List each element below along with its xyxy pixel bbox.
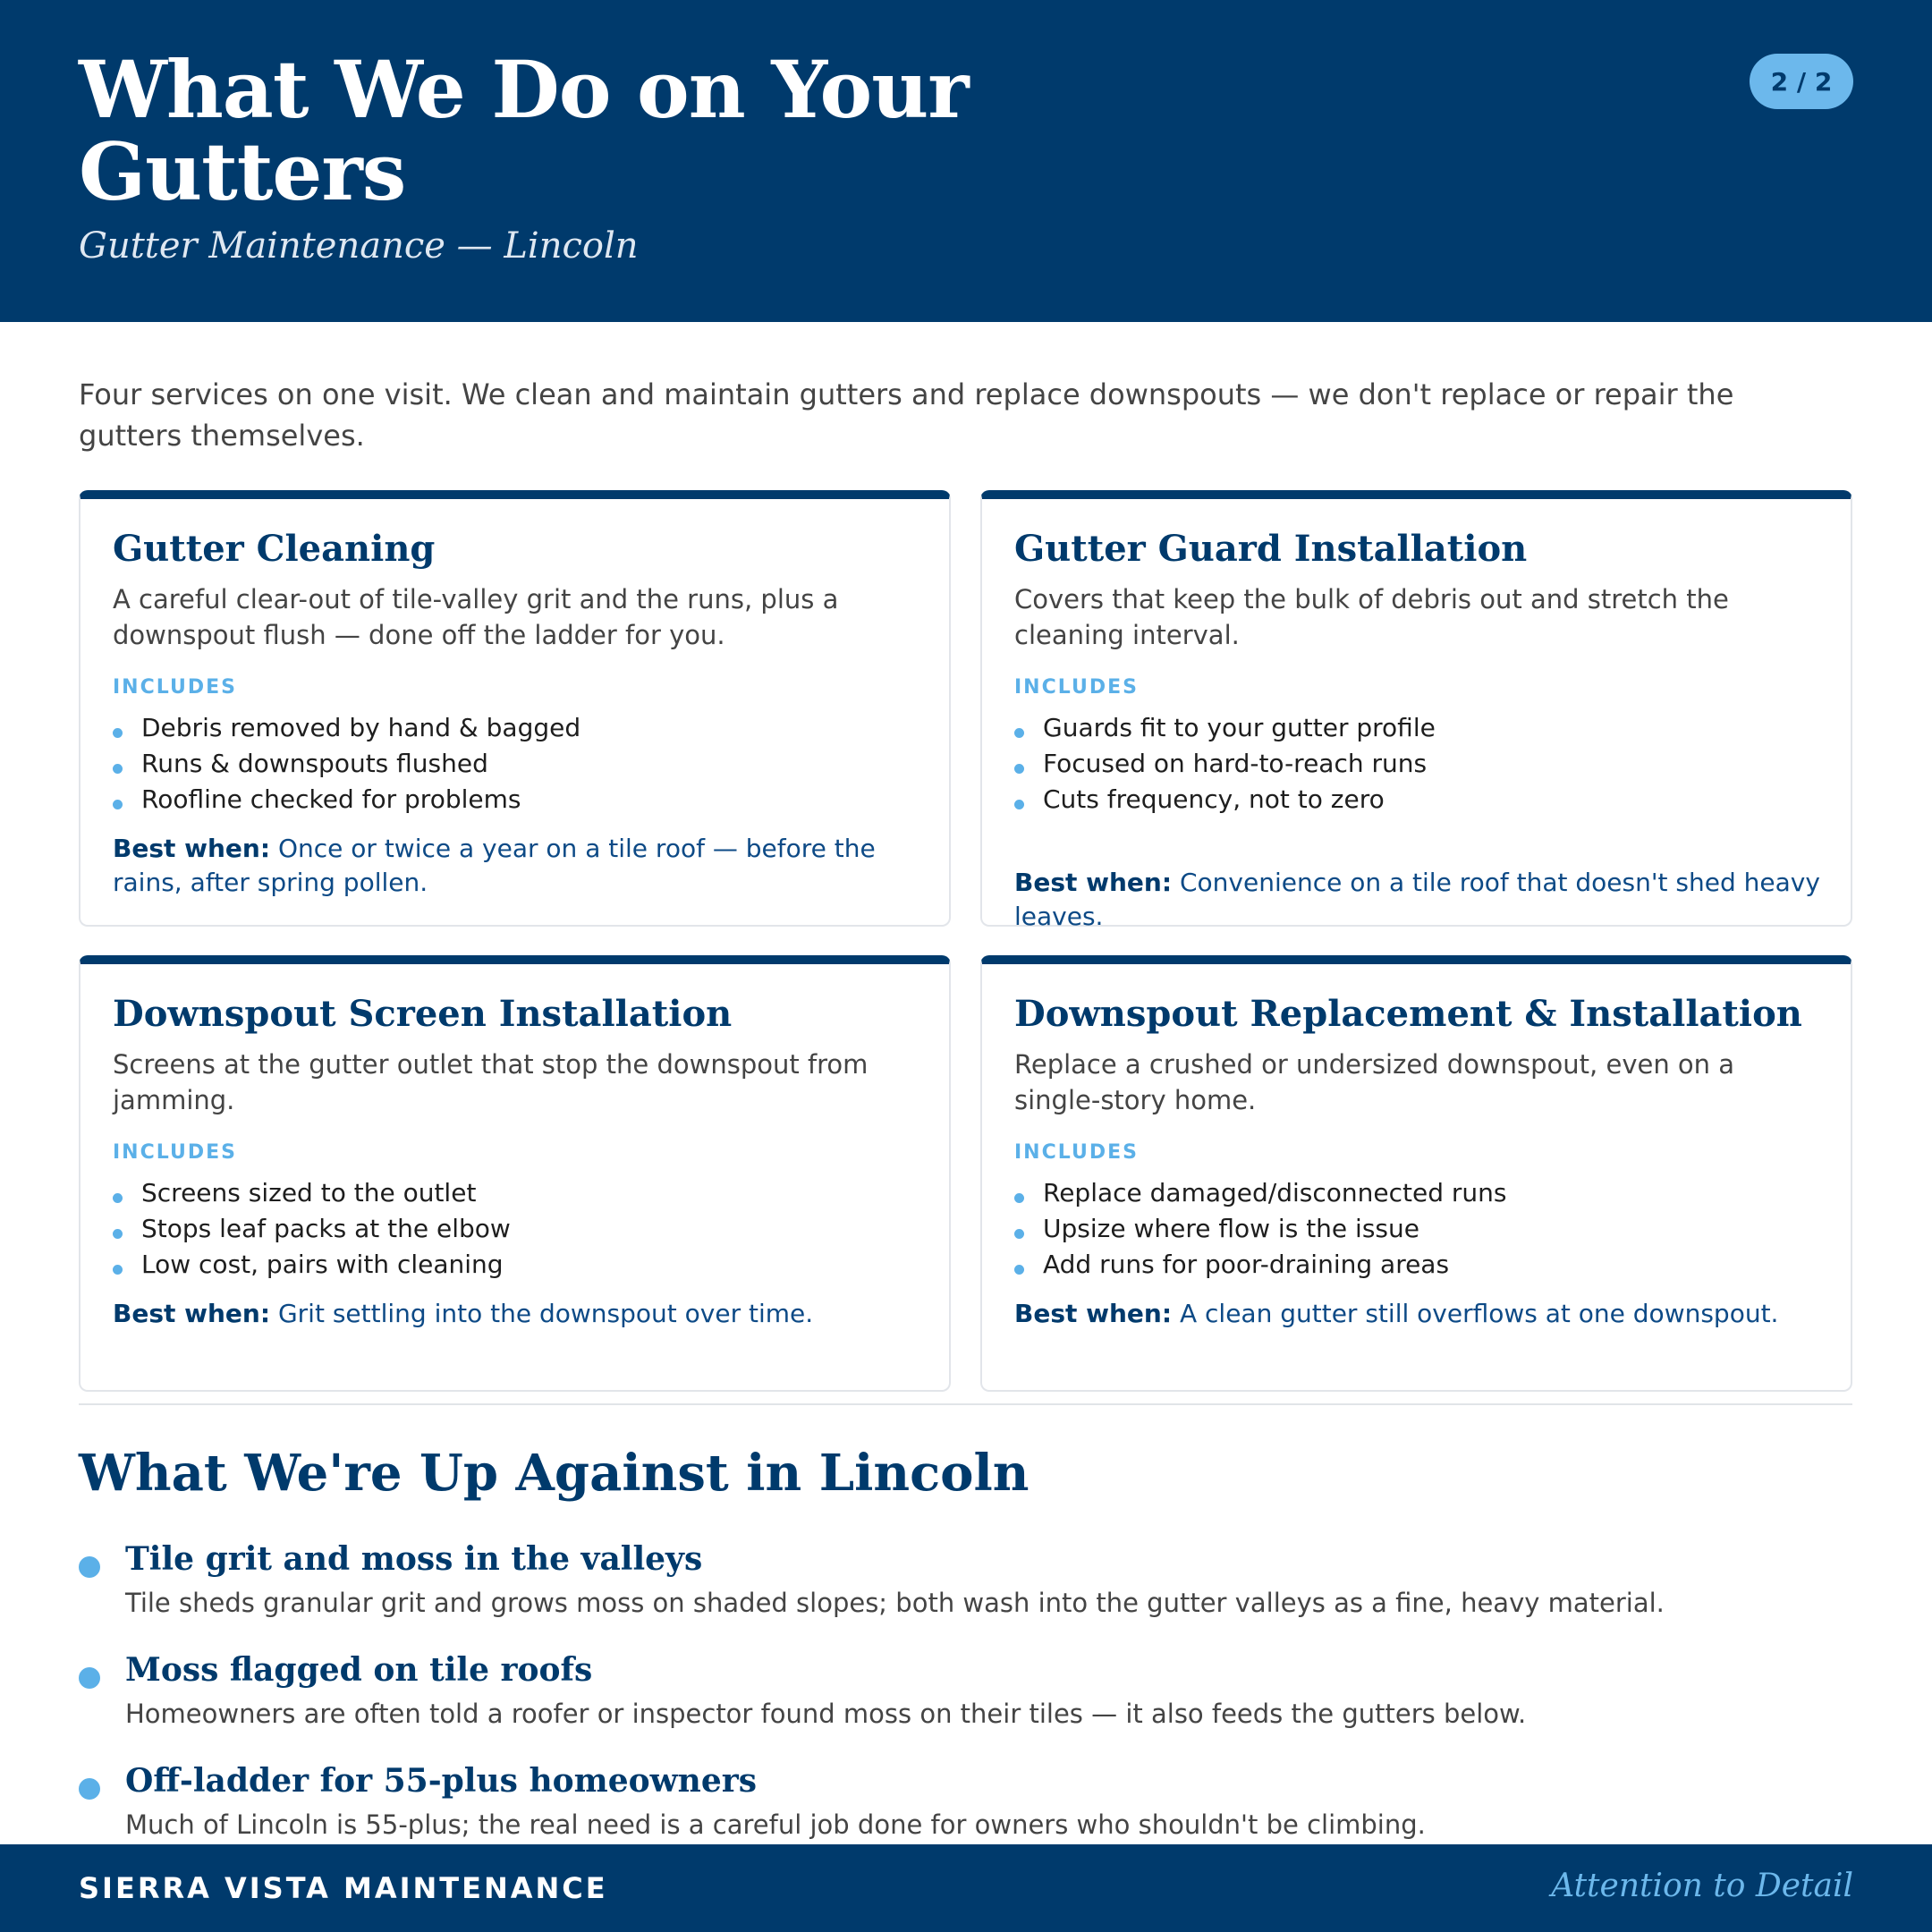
best-when-text: Grit settling into the downspout over time. bbox=[277, 1299, 814, 1328]
includes-label: INCLUDES bbox=[113, 1141, 237, 1164]
bullet-dot-icon bbox=[113, 800, 123, 809]
includes-item bbox=[113, 1211, 511, 1247]
best-when-label: Best when: bbox=[113, 834, 271, 863]
best-when-text: Once or twice a year on a tile roof — before the rains, after spring pollen. bbox=[113, 834, 876, 897]
page-header bbox=[0, 0, 1932, 322]
tagline: Attention to Detail bbox=[1551, 1868, 1853, 1904]
service-description: Covers that keep the bulk of debris out and stretch the cleaning interval. bbox=[1014, 584, 1729, 650]
challenges-title: What We're Up Against in Lincoln bbox=[79, 1444, 1030, 1503]
service-description: A careful clear-out of tile-valley grit and the runs, plus a downspout flush — done off the ladder for you. bbox=[113, 584, 839, 650]
includes-item-label: Cuts frequency, not to zero bbox=[1043, 784, 1385, 814]
challenge-text: Much of Lincoln is 55-plus; the real need is a careful job done for owners who shouldn't be climbing. bbox=[125, 1809, 1426, 1840]
bullet-dot-icon bbox=[1014, 1265, 1024, 1275]
challenge-text: Tile sheds granular grit and grows moss on shaded slopes; both wash into the gutter valleys as a fine, heavy material. bbox=[125, 1588, 1665, 1618]
includes-label: INCLUDES bbox=[113, 676, 237, 699]
includes-item bbox=[1014, 1247, 1506, 1283]
bullet-dot-icon bbox=[1014, 800, 1024, 809]
service-card-gutter-cleaning bbox=[79, 490, 951, 927]
includes-item-label: Stops leaf packs at the elbow bbox=[141, 1214, 511, 1243]
best-when-note bbox=[113, 832, 927, 900]
bullet-dot-icon bbox=[113, 1193, 123, 1203]
includes-item bbox=[113, 782, 580, 818]
includes-item bbox=[1014, 1211, 1506, 1247]
best-when-text: A clean gutter still overflows at one downspout. bbox=[1179, 1299, 1779, 1328]
service-description: Replace a crushed or undersized downspout, even on a single-story home. bbox=[1014, 1049, 1735, 1115]
service-title: Downspout Screen Installation bbox=[113, 993, 733, 1035]
includes-item-label: Screens sized to the outlet bbox=[141, 1178, 477, 1208]
best-when-label: Best when: bbox=[1014, 1299, 1173, 1328]
page-title: What We Do on Your Gutters bbox=[79, 43, 969, 218]
includes-item-label: Debris removed by hand & bagged bbox=[141, 713, 581, 742]
includes-item bbox=[1014, 746, 1436, 782]
includes-item bbox=[1014, 1175, 1506, 1211]
includes-list bbox=[113, 1175, 511, 1283]
includes-item bbox=[113, 1175, 511, 1211]
includes-list bbox=[1014, 710, 1436, 818]
includes-item bbox=[1014, 710, 1436, 746]
bullet-dot-icon bbox=[79, 1778, 100, 1800]
page-subtitle: Gutter Maintenance — Lincoln bbox=[79, 225, 639, 267]
includes-list bbox=[113, 710, 580, 818]
best-when-label: Best when: bbox=[1014, 868, 1173, 897]
includes-item-label: Runs & downspouts flushed bbox=[141, 749, 488, 778]
includes-item-label: Replace damaged/disconnected runs bbox=[1043, 1178, 1507, 1208]
best-when-note bbox=[113, 1297, 927, 1331]
challenge-title: Moss flagged on tile roofs bbox=[125, 1651, 593, 1689]
page-footer bbox=[0, 1844, 1932, 1932]
intro-text: Four services on one visit. We clean and maintain gutters and replace downspouts — we don't replace or repair the gutters themselves. bbox=[79, 377, 1734, 453]
page-indicator-badge: 2 / 2 bbox=[1750, 54, 1853, 109]
bullet-dot-icon bbox=[113, 1265, 123, 1275]
includes-item bbox=[113, 710, 580, 746]
service-card-gutter-guard bbox=[980, 490, 1852, 931]
bullet-dot-icon bbox=[79, 1556, 100, 1578]
includes-item-label: Roofline checked for problems bbox=[141, 784, 521, 814]
includes-item bbox=[113, 746, 580, 782]
challenge-title: Off-ladder for 55-plus homeowners bbox=[125, 1762, 757, 1800]
bullet-dot-icon bbox=[113, 764, 123, 774]
includes-item bbox=[1014, 782, 1436, 818]
challenge-text: Homeowners are often told a roofer or inspector found moss on their tiles — it also feeds the gutters below. bbox=[125, 1699, 1527, 1729]
includes-item bbox=[113, 1247, 511, 1283]
includes-label: INCLUDES bbox=[1014, 676, 1139, 699]
includes-item-label: Upsize where flow is the issue bbox=[1043, 1214, 1419, 1243]
bullet-dot-icon bbox=[1014, 728, 1024, 738]
includes-list bbox=[1014, 1175, 1506, 1283]
best-when-note bbox=[1014, 1297, 1828, 1331]
service-card-downspout-screen bbox=[79, 955, 951, 1392]
best-when-text: Convenience on a tile roof that doesn't shed heavy leaves. bbox=[1014, 868, 1820, 931]
bullet-dot-icon bbox=[113, 728, 123, 738]
bullet-dot-icon bbox=[1014, 1193, 1024, 1203]
service-card-downspout-replacement bbox=[980, 955, 1852, 1392]
includes-item-label: Guards fit to your gutter profile bbox=[1043, 713, 1436, 742]
bullet-dot-icon bbox=[1014, 764, 1024, 774]
section-divider bbox=[79, 1403, 1852, 1405]
bullet-dot-icon bbox=[1014, 1229, 1024, 1239]
challenge-title: Tile grit and moss in the valleys bbox=[125, 1540, 703, 1578]
brand-name: SIERRA VISTA MAINTENANCE bbox=[79, 1871, 608, 1905]
service-title: Downspout Replacement & Installation bbox=[1014, 993, 1802, 1035]
bullet-dot-icon bbox=[79, 1667, 100, 1689]
service-description: Screens at the gutter outlet that stop the downspout from jamming. bbox=[113, 1049, 869, 1115]
includes-label: INCLUDES bbox=[1014, 1141, 1139, 1164]
includes-item-label: Low cost, pairs with cleaning bbox=[141, 1250, 504, 1279]
includes-item-label: Focused on hard-to-reach runs bbox=[1043, 749, 1428, 778]
bullet-dot-icon bbox=[113, 1229, 123, 1239]
best-when-label: Best when: bbox=[113, 1299, 271, 1328]
includes-item-label: Add runs for poor-draining areas bbox=[1043, 1250, 1450, 1279]
service-title: Gutter Guard Installation bbox=[1014, 528, 1528, 570]
best-when-note bbox=[1014, 866, 1828, 934]
service-title: Gutter Cleaning bbox=[113, 528, 436, 570]
